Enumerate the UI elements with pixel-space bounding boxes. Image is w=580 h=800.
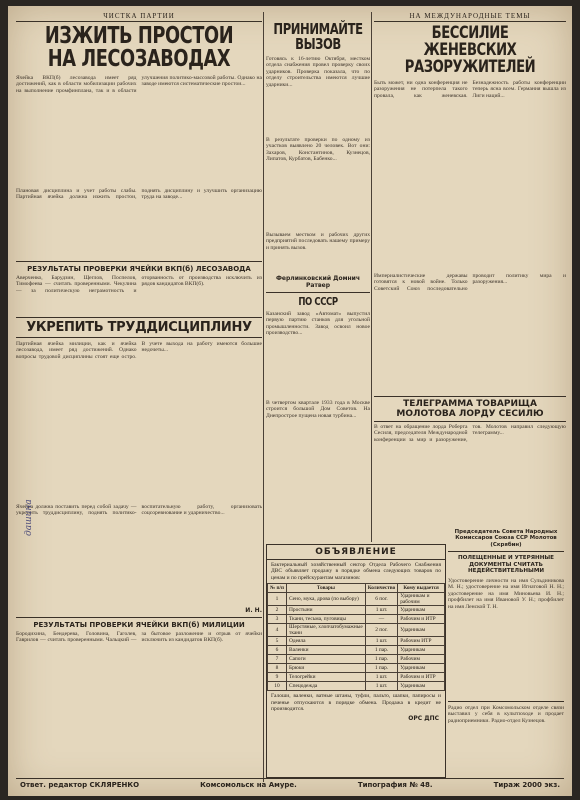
divider	[448, 701, 564, 702]
table-cell: Рабочим ИТР	[398, 637, 445, 646]
table-cell: 1 шт.	[365, 606, 397, 615]
article-text: Удостоверение личности на имя Сульдиникова М. Н.; удостоверение на имя Игнатовой Н. Н.; удостоверение на имя Миновьева И. Н.; профбилет на имя Ивановой У. Н.; профбилет на имя Ленской Т. Н.	[448, 578, 564, 610]
table-cell: Одеяла	[287, 637, 366, 646]
column-header: Количество	[365, 584, 397, 593]
table-cell: 6 пог.	[365, 593, 397, 606]
table-header-row	[268, 584, 445, 593]
table-cell: 2 пог.	[365, 624, 397, 637]
article-text: Вызываем местком и рабочих других предприятий последовать нашему примеру и принять вызов.	[266, 232, 370, 251]
table-row	[268, 606, 445, 615]
table-row	[268, 624, 445, 637]
announcement-title: ОБЪЯВЛЕНИЕ	[267, 545, 445, 560]
column-header: № п/п	[268, 584, 287, 593]
column-divider	[371, 12, 372, 542]
circulation-line: Тираж 2000 экз.	[493, 781, 560, 789]
table-row	[268, 637, 445, 646]
left-column	[16, 12, 262, 714]
right-lower-column	[448, 526, 564, 756]
column-header: Товары	[287, 584, 366, 593]
table-cell: Ударникам	[398, 664, 445, 673]
article-text: Ячейка ВКП(б) лесозавода имеет ряд достижений, как в области мобилизации рабочих на выполнение промфинплана, так и в области улучшения политико-массовой работы. Однако на заводе имеются систематические простои...	[16, 75, 262, 94]
table-row	[268, 615, 445, 624]
divider	[16, 261, 262, 262]
table-cell: 1	[268, 593, 287, 606]
rubric: НА МЕЖДУНАРОДНЫЕ ТЕМЫ	[374, 12, 566, 22]
table-cell: Сапоги	[287, 655, 366, 664]
headline: БЕССИЛИЕ ЖЕНЕВСКИХ РАЗОРУЖИТЕЛЕЙ	[404, 23, 536, 77]
table-cell: 1 пар.	[365, 646, 397, 655]
article-text: Бородихина, Бендерева, Головина, Гаголев, Гаврилов — считать проверенными. Чальцкий — за бытовое разложение и отрыв от ячейки исключить из кандидатов ВКП(б).	[16, 631, 262, 644]
city-line: Комсомольск на Амуре.	[200, 781, 297, 789]
announcement-intro: Бактериальный хозяйственный сектор Отдела Рабочего Снабжения ДВС объявляет продажу в порядке обмена следующих товаров по ценам и по прейскурантам магазинов:	[271, 562, 441, 581]
table-cell: 9	[268, 673, 287, 682]
section-title: ТЕЛЕГРАММА ТОВАРИЩА МОЛОТОВА ЛОРДУ СЕСИЛЮ	[374, 396, 566, 422]
table-cell: 10	[268, 682, 287, 691]
table-cell: Рабочим и ИТР	[398, 673, 445, 682]
table-cell: Ударникам и рабочим	[398, 593, 445, 606]
table-cell: Спецодежда	[287, 682, 366, 691]
divider	[16, 617, 262, 618]
table-cell: Рабочим	[398, 655, 445, 664]
table-cell: Ткани, тесьма, пуговицы	[287, 615, 366, 624]
article-text: В ответ на обращение лорда Роберта Сесиля, председателя Международной конференции за мир и разоружение, тов. Молотов направил следующую телеграмму...	[374, 424, 566, 443]
divider	[448, 551, 564, 552]
table-cell: 2	[268, 606, 287, 615]
article-text: Радио отдел при Комсомольском отделе связи выставил у себя в культпоходе и продает радиоприемники. Радио-отдел Кузнецов.	[448, 705, 564, 724]
signature: ОРС ДПС	[408, 715, 439, 723]
table-row	[268, 646, 445, 655]
table-row	[268, 682, 445, 691]
table-cell: 8	[268, 664, 287, 673]
article-text: Плановая дисциплина и учет работы слабы. Партийная ячейка должна изжить простои, поднять дисциплину и улучшить организацию труда на заводе...	[16, 188, 262, 201]
table-cell: 1 шт.	[365, 682, 397, 691]
section-title: УКРЕПИТЬ ТРУДДИСЦИПЛИНУ	[16, 317, 262, 338]
table-body	[268, 593, 445, 691]
article-text: Готовясь к 16-летию Октября, местком отдела снабжения провел проверку своих ударников. Проверка показала, что по отделу строительства имеются лучшие ударники...	[266, 56, 370, 88]
table-cell: 1 пар.	[365, 664, 397, 673]
table-cell: 4	[268, 624, 287, 637]
table-cell: Ударникам	[398, 682, 445, 691]
newspaper-page	[8, 6, 572, 796]
article-text: Ячейка должна поставить перед собой задачу — укрепить труддисциплину, поднять политико-воспитательную работу, организовать соцсоревнование и ударничество...	[16, 504, 262, 517]
announcement-outro: Галоши, валенки, ватные штаны, туфли, пальто, шапки, папиросы и печенье отпускаются в порядке обмена. Продажа в кредит не производится.	[271, 693, 441, 713]
section-title: ПО СССР	[298, 295, 338, 308]
table-cell: Ударникам	[398, 646, 445, 655]
announcement-box	[266, 544, 446, 778]
press-line: Типография № 48.	[357, 781, 433, 789]
column-divider	[263, 12, 264, 782]
footer	[16, 778, 564, 791]
table-cell: Простыни	[287, 606, 366, 615]
article-text: Быть может, ни одна конференция не разоружения не потерпела такого провала, как женевская. Безнадежность работы конференции теперь ясна всем. Германия вышла из Лиги наций...	[374, 80, 566, 99]
signature: И. Н.	[245, 607, 262, 614]
table-cell: Сено, мука, дрова (по выбору)	[287, 593, 366, 606]
article-text: Империалистические державы готовятся к новой войне. Только Советский Союз последовательно проводит политику мира и разоружения...	[374, 273, 566, 292]
signature: Ферлинковский Домнич Ратвер	[275, 275, 360, 289]
table-cell: Брюки	[287, 664, 366, 673]
table-cell: 1 шт.	[365, 637, 397, 646]
table-cell: Телогрейки	[287, 673, 366, 682]
divider	[266, 292, 370, 293]
right-column	[374, 12, 566, 479]
table-cell: Валенки	[287, 646, 366, 655]
section-title: ПОЛЕЩЕННЫЕ И УТЕРЯННЫЕ ДОКУМЕНТЫ СЧИТАТЬ НЕДЕЙСТВИТЕЛЬНЫМИ	[457, 555, 555, 575]
table-cell: 6	[268, 646, 287, 655]
table-row	[268, 673, 445, 682]
table-cell: Ударникам	[398, 624, 445, 637]
table-cell: 1 пар.	[365, 655, 397, 664]
signature: Председатель Совета Народных Комиссаров Союза ССР Молотов (Скрябин)	[454, 529, 558, 548]
table-cell: 7	[268, 655, 287, 664]
rubric: ЧИСТКА ПАРТИИ	[16, 12, 262, 22]
table-cell: Рабочим и ИТР	[398, 615, 445, 624]
article-text: В четвертом квартале 1933 года в Москве строится большой Дом Советов. На Днепрострое пущена новая турбина...	[266, 400, 370, 419]
handwritten-note: дашина	[24, 499, 34, 536]
column-header: Кому выдается	[398, 584, 445, 593]
table-cell: 3	[268, 615, 287, 624]
table-row	[268, 655, 445, 664]
table-row	[268, 664, 445, 673]
table-cell: Ударникам	[398, 606, 445, 615]
article-text: Казанский завод «Автомат» выпустил первую партию станков для угольной промышленности. Завод освоил новое производство...	[266, 311, 370, 337]
table-cell: 5	[268, 637, 287, 646]
middle-column	[266, 12, 370, 489]
table-row	[268, 593, 445, 606]
editor-line: Ответ. редактор СКЛЯРЕНКО	[20, 781, 140, 789]
article-text: В результате проверки по одному из участков выявлено 20 человек. Вот они: Захаров, Константинов, Кузнецов, Липатов, Курбатов, Бабенко...	[266, 137, 370, 163]
goods-table	[267, 583, 445, 691]
article-text: Партийная ячейка милиции, как и ячейка лесозавода, имеет ряд достижений. Однако вопросы трудовой дисциплины стоят еще остро. В учете выхода на работу имеются большие недочеты...	[16, 341, 262, 360]
headline: ИЗЖИТЬ ПРОСТОИ НА ЛЕСОЗАВОДАХ	[44, 23, 234, 72]
headline: ПРИНИМАЙТЕ ВЫЗОВ	[273, 20, 363, 53]
table-cell: —	[365, 615, 397, 624]
section-title: РЕЗУЛЬТАТЫ ПРОВЕРКИ ЯЧЕЙКИ ВКП(б) МИЛИЦИИ	[33, 621, 245, 629]
section-title: РЕЗУЛЬТАТЫ ПРОВЕРКИ ЯЧЕЙКИ ВКП(б) ЛЕСОЗАВОДА	[27, 265, 251, 273]
table-cell: 1 шт.	[365, 673, 397, 682]
article-text: Аверченко, Барудзин, Щеглов, Поспелов, Тимофеева — считать проверенными. Чекулина — за политическую неграмотность и оторванность от производства исключить из рядов кандидатов ВКП(б).	[16, 275, 262, 294]
table-cell: Шерстяные, хлопчатобумажные ткани	[287, 624, 366, 637]
